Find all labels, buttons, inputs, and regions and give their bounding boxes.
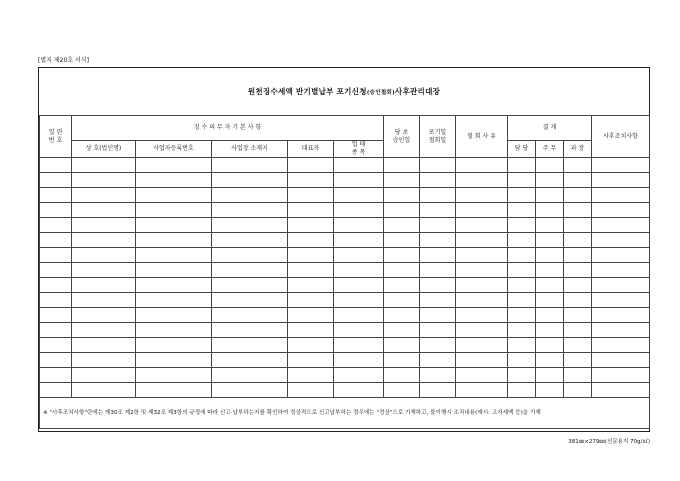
table-cell[interactable] bbox=[384, 188, 420, 203]
header-withdrawal-reason: 철 회 사 유 bbox=[456, 116, 508, 158]
table-cell[interactable] bbox=[384, 308, 420, 323]
table-cell[interactable] bbox=[508, 248, 536, 263]
header-trade-name: 상 호(법인명) bbox=[72, 141, 136, 158]
table-cell[interactable] bbox=[564, 323, 592, 338]
table-cell[interactable] bbox=[212, 338, 288, 353]
table-cell[interactable] bbox=[288, 383, 334, 398]
table-row bbox=[40, 173, 650, 188]
table-cell[interactable] bbox=[212, 383, 288, 398]
table-cell[interactable] bbox=[288, 368, 334, 383]
table-cell[interactable] bbox=[508, 263, 536, 278]
table-cell[interactable] bbox=[384, 323, 420, 338]
table-cell[interactable] bbox=[334, 188, 384, 203]
table-cell[interactable] bbox=[508, 218, 536, 233]
table-cell[interactable] bbox=[136, 158, 212, 173]
table-cell[interactable] bbox=[456, 353, 508, 368]
table-cell[interactable] bbox=[536, 323, 564, 338]
table-cell[interactable] bbox=[420, 323, 456, 338]
table-cell[interactable] bbox=[72, 308, 136, 323]
ledger-form bbox=[38, 67, 650, 432]
header-row-2 bbox=[40, 141, 650, 158]
table-cell[interactable] bbox=[592, 368, 650, 383]
table-cell[interactable] bbox=[136, 278, 212, 293]
table-cell[interactable] bbox=[536, 383, 564, 398]
table-cell[interactable] bbox=[72, 233, 136, 248]
table-cell[interactable] bbox=[384, 263, 420, 278]
table-cell[interactable] bbox=[72, 263, 136, 278]
table-cell[interactable] bbox=[508, 368, 536, 383]
table-row bbox=[40, 248, 650, 263]
table-cell[interactable] bbox=[420, 233, 456, 248]
table-cell[interactable] bbox=[592, 218, 650, 233]
table-cell[interactable] bbox=[420, 278, 456, 293]
table-cell[interactable] bbox=[456, 383, 508, 398]
table-cell[interactable] bbox=[136, 203, 212, 218]
table-cell[interactable] bbox=[592, 173, 650, 188]
table-row bbox=[40, 203, 650, 218]
table-cell[interactable] bbox=[564, 173, 592, 188]
table-cell[interactable] bbox=[136, 323, 212, 338]
table-cell[interactable] bbox=[334, 353, 384, 368]
table-row bbox=[40, 233, 650, 248]
table-cell[interactable] bbox=[72, 323, 136, 338]
table-cell[interactable] bbox=[420, 263, 456, 278]
table-cell[interactable] bbox=[40, 188, 72, 203]
table-cell[interactable] bbox=[334, 173, 384, 188]
table-cell[interactable] bbox=[536, 263, 564, 278]
header-row-1 bbox=[40, 116, 650, 141]
table-row bbox=[40, 278, 650, 293]
table-cell[interactable] bbox=[136, 383, 212, 398]
table-cell[interactable] bbox=[456, 263, 508, 278]
table-cell[interactable] bbox=[592, 323, 650, 338]
table-cell[interactable] bbox=[72, 353, 136, 368]
table-cell[interactable] bbox=[420, 308, 456, 323]
table-cell[interactable] bbox=[40, 203, 72, 218]
table-cell[interactable] bbox=[334, 338, 384, 353]
table-cell[interactable] bbox=[334, 293, 384, 308]
title-main: 원천징수세액 반기별납부 포기신청 bbox=[247, 87, 367, 96]
table-cell[interactable] bbox=[592, 308, 650, 323]
table-cell[interactable] bbox=[40, 278, 72, 293]
header-section-head: 과 장 bbox=[564, 141, 592, 158]
table-cell[interactable] bbox=[40, 338, 72, 353]
table-cell[interactable] bbox=[40, 158, 72, 173]
table-cell[interactable] bbox=[420, 248, 456, 263]
table-cell[interactable] bbox=[288, 218, 334, 233]
table-cell[interactable] bbox=[288, 278, 334, 293]
table-cell[interactable] bbox=[288, 248, 334, 263]
table-cell[interactable] bbox=[384, 248, 420, 263]
header-basic-info: 징 수 의 무 자 기 본 사 항 bbox=[72, 116, 384, 141]
table-cell[interactable] bbox=[72, 188, 136, 203]
table-cell[interactable] bbox=[136, 218, 212, 233]
table-cell[interactable] bbox=[334, 323, 384, 338]
table-cell[interactable] bbox=[564, 308, 592, 323]
table-cell[interactable] bbox=[536, 188, 564, 203]
table-cell[interactable] bbox=[508, 233, 536, 248]
table-cell[interactable] bbox=[334, 263, 384, 278]
table-cell[interactable] bbox=[420, 293, 456, 308]
table-cell[interactable] bbox=[456, 323, 508, 338]
table-row bbox=[40, 263, 650, 278]
table-cell[interactable] bbox=[384, 173, 420, 188]
table-row bbox=[40, 368, 650, 383]
table-cell[interactable] bbox=[40, 308, 72, 323]
form-number: [별지 제20호 서식] bbox=[38, 57, 89, 64]
table-cell[interactable] bbox=[40, 293, 72, 308]
table-cell[interactable] bbox=[40, 323, 72, 338]
table-cell[interactable] bbox=[420, 158, 456, 173]
table-cell[interactable] bbox=[288, 293, 334, 308]
table-cell[interactable] bbox=[592, 353, 650, 368]
table-cell[interactable] bbox=[508, 173, 536, 188]
table-cell[interactable] bbox=[536, 308, 564, 323]
table-cell[interactable] bbox=[420, 173, 456, 188]
table-cell[interactable] bbox=[456, 158, 508, 173]
table-cell[interactable] bbox=[456, 293, 508, 308]
table-row bbox=[40, 293, 650, 308]
table-cell[interactable] bbox=[536, 233, 564, 248]
table-cell[interactable] bbox=[384, 368, 420, 383]
table-cell[interactable] bbox=[508, 293, 536, 308]
header-biz-location: 사업장 소재지 bbox=[212, 141, 288, 158]
table-cell[interactable] bbox=[564, 368, 592, 383]
table-cell[interactable] bbox=[592, 338, 650, 353]
table-row bbox=[40, 353, 650, 368]
table-cell[interactable] bbox=[564, 338, 592, 353]
table-cell[interactable] bbox=[564, 188, 592, 203]
table-cell[interactable] bbox=[288, 188, 334, 203]
table-cell[interactable] bbox=[508, 203, 536, 218]
table-cell[interactable] bbox=[212, 248, 288, 263]
table-cell[interactable] bbox=[212, 353, 288, 368]
table-cell[interactable] bbox=[420, 218, 456, 233]
table-cell[interactable] bbox=[288, 173, 334, 188]
table-cell[interactable] bbox=[536, 248, 564, 263]
table-cell[interactable] bbox=[536, 203, 564, 218]
table-cell[interactable] bbox=[384, 353, 420, 368]
title-area bbox=[39, 68, 649, 116]
table-cell[interactable] bbox=[564, 353, 592, 368]
title-sub: (승인철회) bbox=[366, 90, 395, 96]
table-cell[interactable] bbox=[384, 203, 420, 218]
table-cell[interactable] bbox=[456, 218, 508, 233]
table-cell[interactable] bbox=[288, 233, 334, 248]
table-row bbox=[40, 308, 650, 323]
table-cell[interactable] bbox=[564, 278, 592, 293]
table-cell[interactable] bbox=[420, 383, 456, 398]
table-cell[interactable] bbox=[212, 218, 288, 233]
table-cell[interactable] bbox=[40, 263, 72, 278]
note-row bbox=[40, 398, 650, 429]
table-cell[interactable] bbox=[456, 368, 508, 383]
table-cell[interactable] bbox=[40, 233, 72, 248]
table-cell[interactable] bbox=[334, 158, 384, 173]
table-cell[interactable] bbox=[72, 203, 136, 218]
table-row bbox=[40, 323, 650, 338]
table-cell[interactable] bbox=[384, 218, 420, 233]
table-cell[interactable] bbox=[456, 338, 508, 353]
header-withdrawal-date: 포기일 철회일 bbox=[420, 116, 456, 158]
table-cell[interactable] bbox=[456, 308, 508, 323]
table-cell[interactable] bbox=[72, 293, 136, 308]
table-cell[interactable] bbox=[136, 308, 212, 323]
table-cell[interactable] bbox=[564, 248, 592, 263]
table-cell[interactable] bbox=[40, 383, 72, 398]
table-cell[interactable] bbox=[564, 263, 592, 278]
table-cell[interactable] bbox=[456, 188, 508, 203]
table-cell[interactable] bbox=[536, 293, 564, 308]
table-cell[interactable] bbox=[456, 248, 508, 263]
table-cell[interactable] bbox=[136, 368, 212, 383]
form-title bbox=[248, 86, 440, 97]
table-cell[interactable] bbox=[564, 233, 592, 248]
table-cell[interactable] bbox=[456, 278, 508, 293]
table-cell[interactable] bbox=[592, 248, 650, 263]
table-cell[interactable] bbox=[334, 368, 384, 383]
table-cell[interactable] bbox=[334, 383, 384, 398]
table-cell[interactable] bbox=[592, 293, 650, 308]
table-cell[interactable] bbox=[288, 308, 334, 323]
table-cell[interactable] bbox=[508, 188, 536, 203]
table-cell[interactable] bbox=[40, 173, 72, 188]
table-cell[interactable] bbox=[536, 158, 564, 173]
table-cell[interactable] bbox=[564, 383, 592, 398]
table-cell[interactable] bbox=[592, 203, 650, 218]
table-cell[interactable] bbox=[72, 158, 136, 173]
table-cell[interactable] bbox=[72, 248, 136, 263]
table-cell[interactable] bbox=[334, 233, 384, 248]
table-cell[interactable] bbox=[456, 203, 508, 218]
table-cell[interactable] bbox=[136, 338, 212, 353]
table-cell[interactable] bbox=[536, 368, 564, 383]
table-cell[interactable] bbox=[536, 278, 564, 293]
table-cell[interactable] bbox=[288, 263, 334, 278]
table-cell[interactable] bbox=[72, 173, 136, 188]
table-cell[interactable] bbox=[288, 203, 334, 218]
table-row bbox=[40, 383, 650, 398]
table-cell[interactable] bbox=[212, 368, 288, 383]
table-cell[interactable] bbox=[456, 173, 508, 188]
table-cell[interactable] bbox=[384, 233, 420, 248]
table-cell[interactable] bbox=[136, 293, 212, 308]
ledger-table bbox=[39, 115, 650, 429]
table-cell[interactable] bbox=[212, 263, 288, 278]
table-cell[interactable] bbox=[334, 278, 384, 293]
table-cell[interactable] bbox=[72, 383, 136, 398]
table-cell[interactable] bbox=[288, 323, 334, 338]
table-cell[interactable] bbox=[334, 203, 384, 218]
table-cell[interactable] bbox=[334, 308, 384, 323]
header-business-type: 업 태 종 목 bbox=[334, 141, 384, 158]
table-cell[interactable] bbox=[508, 308, 536, 323]
footnote: ※ "사후조치사항"란에는 제30조 제2항 및 제32조 제3항의 규정에 따라 신고·납부하는지를 확인하여 정상적으로 신고납부하는 경우에는 "정상"으로 기재하고, 불이행시 조치내용(예시: 고지세액 등)을 기재 bbox=[40, 398, 650, 429]
header-initial-approval-date: 당 초 승인일 bbox=[384, 116, 420, 158]
table-cell[interactable] bbox=[508, 383, 536, 398]
table-cell[interactable] bbox=[420, 338, 456, 353]
table-cell[interactable] bbox=[420, 203, 456, 218]
table-row bbox=[40, 188, 650, 203]
table-cell[interactable] bbox=[564, 218, 592, 233]
table-cell[interactable] bbox=[508, 158, 536, 173]
paper-spec: 381㎜×279㎜(신문용지 70g/㎡) bbox=[568, 439, 650, 445]
table-cell[interactable] bbox=[136, 248, 212, 263]
table-cell[interactable] bbox=[508, 353, 536, 368]
table-cell[interactable] bbox=[40, 218, 72, 233]
table-cell[interactable] bbox=[288, 353, 334, 368]
header-serial-number: 일 련 번 호 bbox=[40, 116, 72, 158]
table-cell[interactable] bbox=[536, 353, 564, 368]
table-cell[interactable] bbox=[212, 233, 288, 248]
table-cell[interactable] bbox=[136, 188, 212, 203]
table-cell[interactable] bbox=[384, 383, 420, 398]
table-cell[interactable] bbox=[40, 353, 72, 368]
header-representative: 대표자 bbox=[288, 141, 334, 158]
table-cell[interactable] bbox=[384, 278, 420, 293]
table-cell[interactable] bbox=[420, 353, 456, 368]
table-cell[interactable] bbox=[288, 338, 334, 353]
table-cell[interactable] bbox=[592, 188, 650, 203]
table-cell[interactable] bbox=[212, 323, 288, 338]
table-cell[interactable] bbox=[212, 308, 288, 323]
table-cell[interactable] bbox=[508, 323, 536, 338]
table-cell[interactable] bbox=[592, 383, 650, 398]
table-cell[interactable] bbox=[536, 218, 564, 233]
table-cell[interactable] bbox=[212, 173, 288, 188]
table-cell[interactable] bbox=[384, 293, 420, 308]
table-cell[interactable] bbox=[334, 218, 384, 233]
table-cell[interactable] bbox=[508, 278, 536, 293]
table-cell[interactable] bbox=[136, 173, 212, 188]
table-cell[interactable] bbox=[564, 158, 592, 173]
table-cell[interactable] bbox=[40, 248, 72, 263]
table-cell[interactable] bbox=[212, 158, 288, 173]
table-cell[interactable] bbox=[564, 293, 592, 308]
title-suffix: 사후관리대장 bbox=[394, 87, 441, 96]
table-cell[interactable] bbox=[536, 338, 564, 353]
header-biz-reg-no: 사업자등록번호 bbox=[136, 141, 212, 158]
table-row bbox=[40, 158, 650, 173]
table-cell[interactable] bbox=[212, 293, 288, 308]
table-cell[interactable] bbox=[592, 233, 650, 248]
table-cell[interactable] bbox=[536, 173, 564, 188]
table-cell[interactable] bbox=[592, 278, 650, 293]
table-cell[interactable] bbox=[384, 338, 420, 353]
table-cell[interactable] bbox=[212, 203, 288, 218]
table-cell[interactable] bbox=[136, 353, 212, 368]
table-row bbox=[40, 218, 650, 233]
header-chief: 주 무 bbox=[536, 141, 564, 158]
header-follow-up: 사후조치사항 bbox=[592, 116, 650, 158]
table-cell[interactable] bbox=[456, 233, 508, 248]
table-cell[interactable] bbox=[72, 368, 136, 383]
header-approval: 결 재 bbox=[508, 116, 592, 141]
table-cell[interactable] bbox=[420, 188, 456, 203]
table-cell[interactable] bbox=[136, 233, 212, 248]
header-staff: 담 당 bbox=[508, 141, 536, 158]
table-row bbox=[40, 338, 650, 353]
table-cell[interactable] bbox=[288, 158, 334, 173]
table-cell[interactable] bbox=[72, 218, 136, 233]
table-cell[interactable] bbox=[212, 278, 288, 293]
table-cell[interactable] bbox=[420, 368, 456, 383]
table-cell[interactable] bbox=[592, 158, 650, 173]
table-cell[interactable] bbox=[72, 278, 136, 293]
table-cell[interactable] bbox=[212, 188, 288, 203]
table-cell[interactable] bbox=[592, 263, 650, 278]
table-cell[interactable] bbox=[564, 203, 592, 218]
table-cell[interactable] bbox=[72, 338, 136, 353]
table-cell[interactable] bbox=[384, 158, 420, 173]
table-cell[interactable] bbox=[508, 338, 536, 353]
table-cell[interactable] bbox=[40, 368, 72, 383]
table-cell[interactable] bbox=[334, 248, 384, 263]
table-cell[interactable] bbox=[136, 263, 212, 278]
